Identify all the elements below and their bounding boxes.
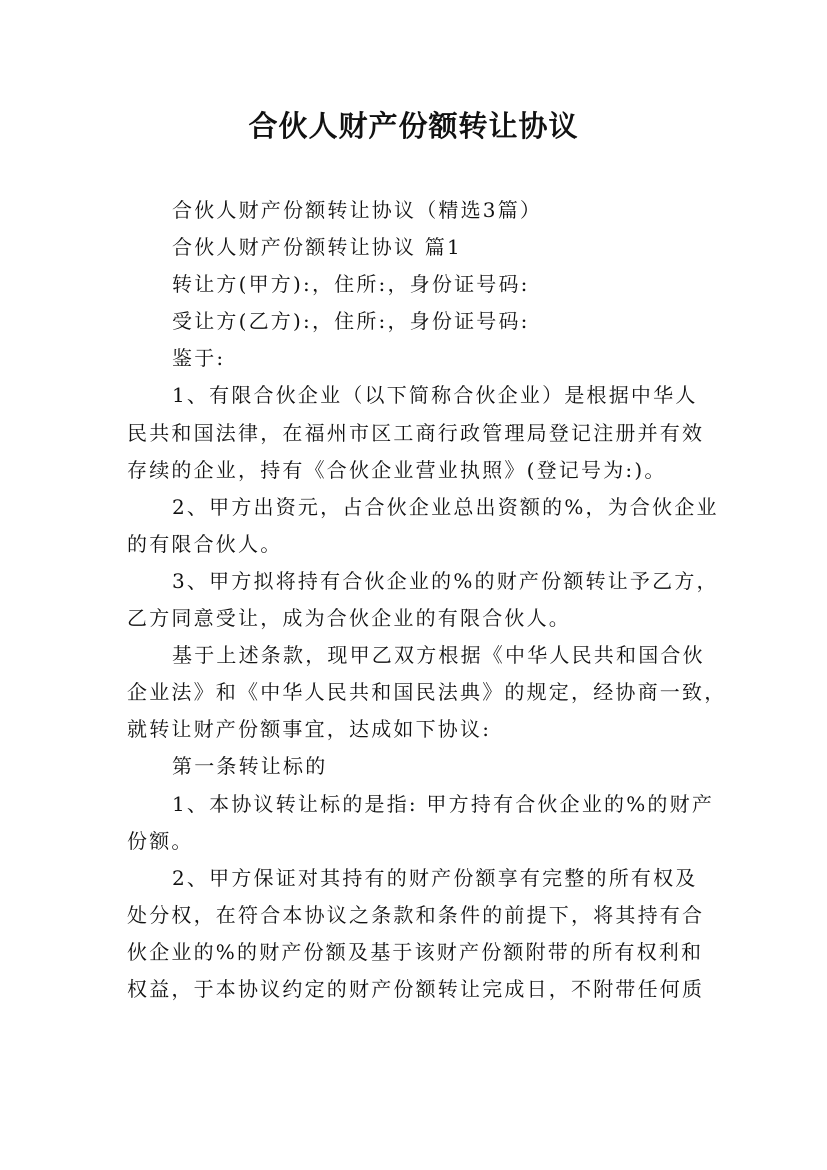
paragraph-line: 民共和国法律，在福州市区工商行政管理局登记注册并有效 [127, 420, 705, 445]
paragraph-line: 的有限合伙人。 [127, 531, 283, 556]
paragraph-line: 伙企业的%的财产份额及基于该财产份额附带的所有权利和 [127, 939, 704, 964]
paragraph-line: 3、甲方拟将持有合伙企业的%的财产份额转让予乙方， [172, 568, 719, 593]
paragraph-line: 2、甲方出资元，占合伙企业总出资额的%，为合伙企业 [172, 494, 719, 519]
paragraph-line: 企业法》和《中华人民共和国民法典》的规定，经协商一致， [127, 680, 727, 705]
paragraph-line: 处分权，在符合本协议之条款和条件的前提下，将其持有合 [127, 902, 705, 927]
document-body [127, 192, 727, 1008]
paragraph-line: 1、有限合伙企业（以下简称合伙企业）是根据中华人 [172, 383, 698, 408]
paragraph-line: 乙方同意受让，成为合伙企业的有限合伙人。 [127, 606, 571, 631]
paragraph-line: 基于上述条款，现甲乙双方根据《中华人民共和国合伙 [172, 643, 705, 668]
paragraph-line: 权益，于本协议约定的财产份额转让完成日，不附带任何质 [127, 976, 705, 1001]
paragraph-line: 合伙人财产份额转让协议 篇1 [172, 235, 462, 260]
paragraph-line: 份额。 [127, 828, 194, 853]
document-title: 合伙人财产份额转让协议 [248, 109, 579, 143]
paragraph-line: 2、甲方保证对其持有的财产份额享有完整的所有权及 [172, 865, 698, 890]
paragraph-line: 鉴于: [172, 346, 226, 371]
paragraph-line: 转让方(甲方):，住所:，身份证号码: [172, 272, 530, 297]
paragraph-line: 存续的企业，持有《合伙企业营业执照》(登记号为:)。 [127, 457, 667, 482]
paragraph-line: 第一条转让标的 [172, 754, 328, 779]
paragraph-line: 合伙人财产份额转让协议（精选3篇） [172, 198, 543, 222]
paragraph-line: 受让方(乙方):，住所:，身份证号码: [172, 309, 530, 334]
paragraph-line: 就转让财产份额事宜，达成如下协议: [127, 717, 492, 742]
paragraph-line: 1、本协议转让标的是指: 甲方持有合伙企业的%的财产 [172, 791, 715, 816]
